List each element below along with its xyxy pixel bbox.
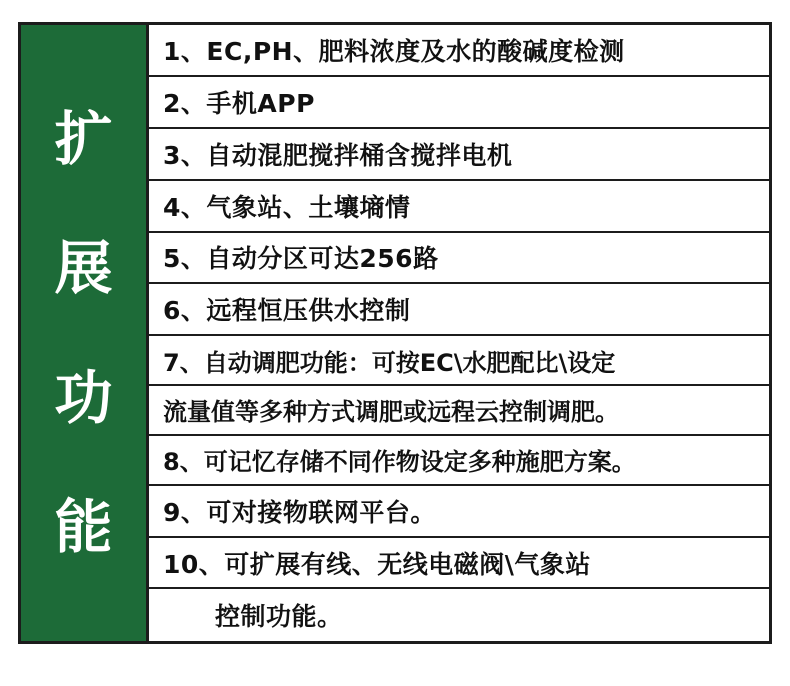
banner-char-3: 功 xyxy=(54,363,113,432)
feature-table xyxy=(18,22,772,644)
list-item: 5、自动分区可达256路 xyxy=(149,233,769,285)
banner-char-4: 能 xyxy=(54,492,113,561)
list-item-continuation: 控制功能。 xyxy=(215,602,343,632)
list-item: 9、可对接物联网平台。 xyxy=(149,486,769,538)
list-item: 3、自动混肥搅拌桶含搅拌电机 xyxy=(149,129,769,181)
list-item: 10、可扩展有线、无线电磁阀\气象站 xyxy=(149,538,769,590)
bottom-strip xyxy=(0,672,790,686)
banner-char-2: 展 xyxy=(54,234,113,303)
list-item: 7、自动调肥功能：可按EC\水肥配比\设定 xyxy=(149,336,769,386)
list-item: 2、手机APP xyxy=(149,77,769,129)
banner-char-1: 扩 xyxy=(54,105,113,174)
list-item-continuation: 流量值等多种方式调肥或远程云控制调肥。 xyxy=(149,386,769,436)
list-item: 6、远程恒压供水控制 xyxy=(149,284,769,336)
list-item: 4、气象站、土壤墒情 xyxy=(149,181,769,233)
feature-list xyxy=(149,25,769,641)
list-item: 8、可记忆存储不同作物设定多种施肥方案。 xyxy=(149,436,769,486)
side-banner xyxy=(21,25,149,641)
list-item: 1、EC,PH、肥料浓度及水的酸碱度检测 xyxy=(149,25,769,77)
